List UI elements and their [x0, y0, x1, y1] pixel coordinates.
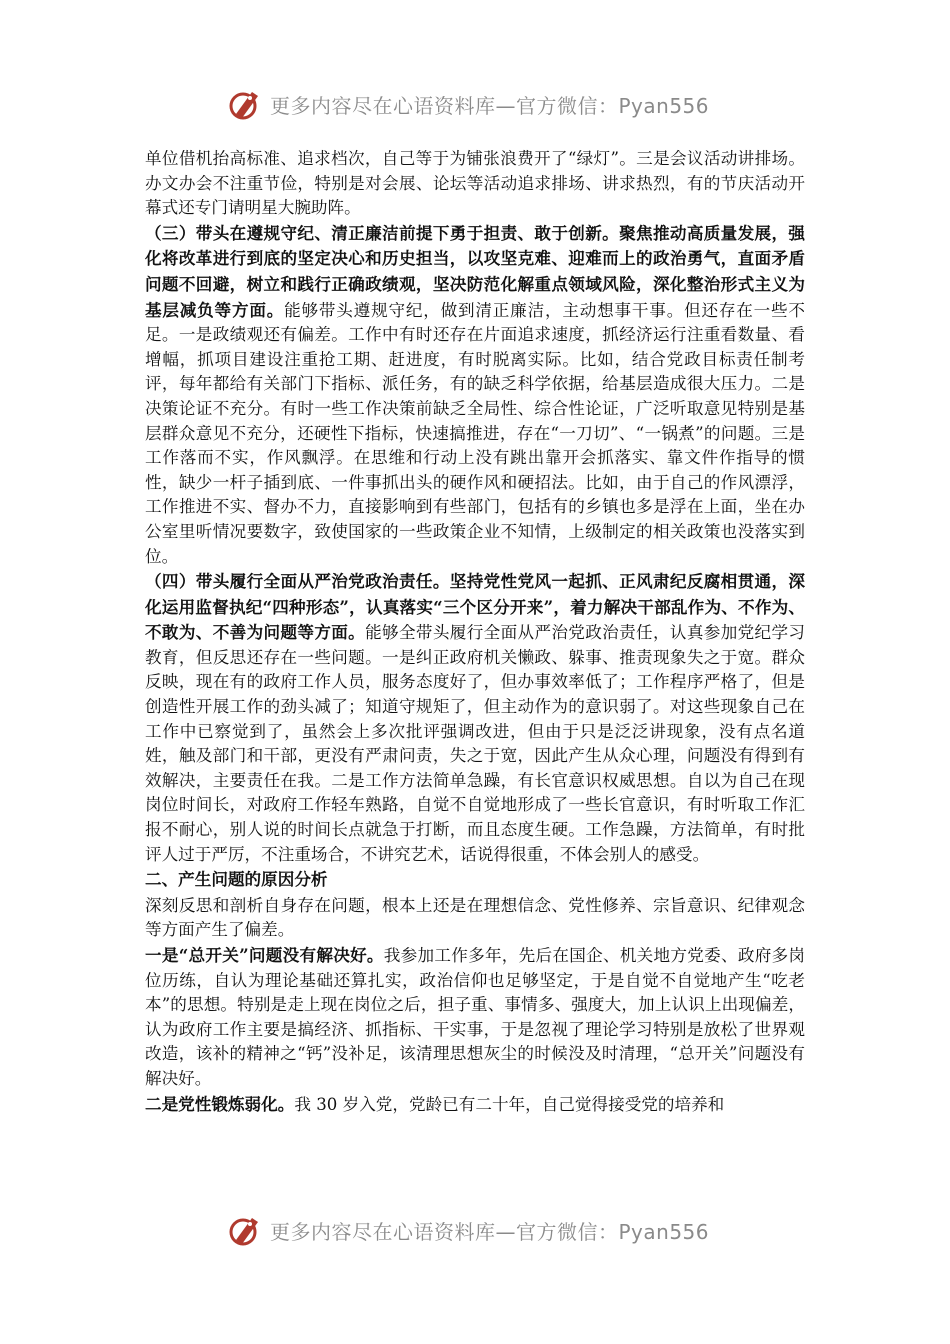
header-watermark: [228, 84, 709, 124]
paragraph-2: （三）带头在遵规守纪、清正廉洁前提下勇于担责、敢于创新。聚焦推动高质量发展，强化将改革进行到底的坚定决心和历史担当，以攻坚克难、迎难而上的政治勇气，直面矛盾问题不回避，树立和践行正确政绩观，坚决防范化解重点领域风险，深化整治形式主义为基层减负等方面。能够带头遵规守纪，做到清正廉洁，主动想事干事。但还存在一些不足。一是政绩观还有偏差。工作中有时还存在片面追求速度，抓经济运行注重看数量、看增幅，抓项目建设注重抢工期、赶进度，有时脱离实际。比如，结合党政目标责任制考评，每年都给有关部门下指标、派任务，有的缺乏科学依据，给基层造成很大压力。二是决策论证不充分。有时一些工作决策前缺乏全局性、综合性论证，广泛听取意见特别是基层群众意见不充分，还硬性下指标，快速搞推进，存在“一刀切”、“一锅煮”的问题。三是工作落而不实，作风飘浮。在思维和行动上没有跳出靠开会抓落实、靠文件作指导的惯性，缺少一杆子插到底、一件事抓出头的硬作风和硬招法。比如，由于自己的作风漂浮，工作推进不实、督办不力，直接影响到有些部门，包括有的乡镇也多是浮在上面，坐在办公室里听情况要数字，致使国家的一些政策企业不知情，上级制定的相关政策也没落实到位。: [145, 222, 806, 566]
paragraph-1: 单位借机抬高标准、追求档次，自己等于为铺张浪费开了“绿灯”。三是会议活动讲排场。办文办会不注重节俭，特别是对会展、论坛等活动追求排场、讲求热烈，有的节庆活动开幕式还专门请明星大腕助阵。: [145, 149, 805, 218]
pen-nib-circle-logo: [228, 87, 262, 121]
paragraph-4: 深刻反思和剖析自身存在问题，根本上还是在理想信念、党性修养、宗旨意识、纪律观念等方面产生了偏差。: [145, 895, 805, 940]
watermark-text: 更多内容尽在心语资料库—官方微信：Pyan556: [270, 1219, 710, 1244]
footer-watermark: [228, 1210, 709, 1250]
watermark-text: 更多内容尽在心语资料库—官方微信：Pyan556: [270, 93, 710, 118]
document-body: [145, 146, 805, 1117]
paragraph-6: 二是党性锻炼弱化。我 30 岁入党，党龄已有二十年，自己觉得接受党的培养和: [145, 1093, 725, 1114]
section-heading: 二、产生问题的原因分析: [145, 869, 328, 890]
pen-nib-circle-logo: [228, 1213, 262, 1247]
paragraph-3: （四）带头履行全面从严治党政治责任。坚持党性党风一起抓、正风肃纪反腐相贯通，深化运用监督执纪“四种形态”，认真落实“三个区分开来”，着力解决干部乱作为、不作为、不敢为、不善为问题等方面。能够全带头履行全面从严治党政治责任，认真参加党纪学习教育，但反思还存在一些问题。一是纠正政府机关懒政、躲事、推责现象失之于宽。群众反映，现在有的政府工作人员，服务态度好了，但办事效率低了；工作程序严格了，但是创造性开展工作的劲头减了；知道守规矩了，但主动作为的意识弱了。对这些现象自己在工作中已察觉到了，虽然会上多次批评强调改进，但由于只是泛泛讲现象，没有点名道姓，触及部门和干部，更没有严肃问责，失之于宽，因此产生从众心理，问题没有得到有效解决，主要责任在我。二是工作方法简单急躁，有长官意识权威思想。自以为自己在现岗位时间长，对政府工作轻车熟路，自觉不自觉地形成了一些长官意识，有时听取工作汇报不耐心，别人说的时间长点就急于打断，而且态度生硬。工作急躁，方法简单，有时批评人过于严厉，不注重场合，不讲究艺术，话说得很重，不体会别人的感受。: [145, 571, 806, 864]
paragraph-5: 一是“总开关”问题没有解决好。我参加工作多年，先后在国企、机关地方党委、政府多岗位历练，自认为理论基础还算扎实，政治信仰也足够坚定，于是自觉不自觉地产生“吃老本”的思想。特别是走上现在岗位之后，担子重、事情多、强度大，加上认识上出现偏差，认为政府工作主要是搞经济、抓指标、干实事，于是忽视了理论学习特别是放松了世界观改造，该补的精神之“钙”没补足，该清理思想灰尘的时候没及时清理，“总开关”问题没有解决好。: [145, 945, 806, 1088]
